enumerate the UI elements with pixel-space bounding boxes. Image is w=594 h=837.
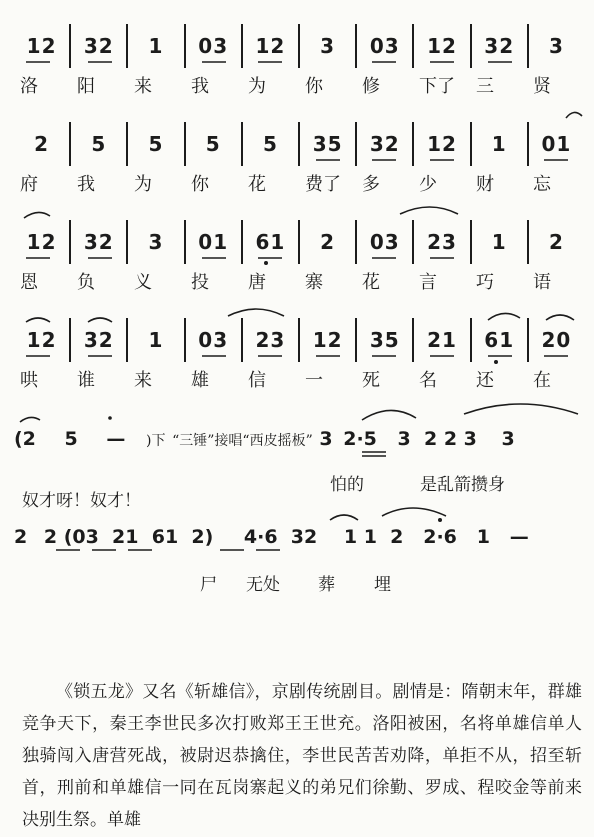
lyric: 花 [248, 174, 266, 195]
measure: 32 [71, 318, 128, 362]
measure: 12 [414, 122, 471, 166]
lyric: 尸 [200, 575, 217, 595]
lyric: 埋 [374, 575, 391, 595]
lyric: 信 [248, 370, 266, 391]
lyric: 义 [134, 272, 152, 293]
note-group: 3 2 2 3 [397, 428, 477, 450]
lyric-line-5-right-1: 怕的 [330, 475, 364, 495]
measure: 2 [14, 122, 71, 166]
lyric: 阳 [77, 76, 95, 97]
measure: 03 [186, 24, 243, 68]
note-group: 4·6 32 [243, 526, 318, 548]
slur [228, 309, 284, 316]
slur [464, 404, 578, 414]
measure: 12 [300, 318, 357, 362]
measure: 12 [243, 24, 300, 68]
slur [546, 315, 574, 320]
measure: 12 [414, 24, 471, 68]
note-group: )下 [146, 433, 166, 449]
measure: 35 [300, 122, 357, 166]
lyric: 哄 [20, 370, 38, 391]
lyric: 我 [191, 76, 209, 97]
lyric: 为 [134, 174, 152, 195]
slur [26, 318, 50, 322]
prose-section [22, 676, 582, 836]
lyric: 死 [362, 370, 380, 391]
lyric: 来 [134, 76, 152, 97]
lyric: 三 [476, 76, 494, 97]
lyric-line-5-right-2: 是乱箭攒身 [420, 475, 505, 495]
measure: 03 [357, 220, 414, 264]
measure: 01 [541, 132, 572, 156]
lyric: 下了 [419, 76, 455, 97]
lyric: 还 [476, 370, 494, 391]
lyric: 多 [362, 174, 380, 195]
prose-paragraph: 《锁五龙》又名《斩雄信》，京剧传统剧目。剧情是：隋朝末年，群雄竞争天下，秦王李世民多次打败郑王王世充。洛阳被困，名将单雄信单人独骑闯入唐营死战，被尉迟恭擒住，李世民苦苦劝降，单拒不从，招至斩首，刑前和单雄信一同在瓦岗寨起义的弟兄们徐勤、罗成、程咬金等前来决别生祭。单雄 [22, 682, 582, 830]
lyric: 投 [191, 272, 209, 293]
measure: 03 [357, 24, 414, 68]
measure: 2 [548, 230, 564, 254]
octave-dot [264, 261, 268, 265]
slur [88, 318, 112, 322]
lyric: 花 [362, 272, 380, 293]
measure: 61 [243, 220, 300, 264]
measure: 01 [186, 220, 243, 264]
lyric: 唐 [248, 272, 266, 293]
slur [362, 410, 416, 420]
note-group: 3 [501, 428, 515, 450]
measure: 12 [14, 318, 71, 362]
note-group: 1 1 2 2·6 1 — [343, 526, 529, 548]
lyric: 忘 [533, 174, 551, 195]
slur [488, 313, 520, 320]
note-group: — [106, 428, 126, 450]
lyric: 府 [20, 174, 38, 195]
beam-underline [362, 452, 386, 456]
lyric: 一 [305, 370, 323, 391]
lyric: 你 [191, 174, 209, 195]
slur [330, 515, 358, 520]
note-group: (2 [14, 428, 36, 450]
lyric: 你 [305, 76, 323, 97]
measure: 20 [541, 328, 572, 352]
measure: 1 [472, 122, 529, 166]
lyric: 修 [362, 76, 380, 97]
performance-instruction: “三锤”接唱“西皮摇板” [172, 433, 313, 449]
lyric: 恩 [20, 272, 38, 293]
lyric: 名 [419, 370, 437, 391]
measure: 1 [472, 220, 529, 264]
measure: 32 [71, 24, 128, 68]
lyric: 少 [419, 174, 437, 195]
measure: 35 [357, 318, 414, 362]
measure: 61 [472, 318, 529, 362]
lyric: 雄 [191, 370, 209, 391]
octave-dot [108, 416, 112, 420]
note-group: 2 [14, 526, 28, 548]
measure: 3 [548, 34, 564, 58]
lyric: 洛 [20, 76, 38, 97]
measure: 23 [414, 220, 471, 264]
lyric: 在 [533, 370, 551, 391]
measure: 32 [472, 24, 529, 68]
lyric: 无处 [246, 575, 280, 595]
measure: 23 [243, 318, 300, 362]
measure: 12 [14, 220, 71, 264]
measure: 5 [243, 122, 300, 166]
measure: 5 [186, 122, 243, 166]
note-group: 3 [319, 428, 333, 450]
slur [20, 417, 40, 422]
measure: 5 [71, 122, 128, 166]
octave-dot [494, 360, 498, 364]
measure: 12 [14, 24, 71, 68]
lyric: 来 [134, 370, 152, 391]
lyric-line-5-left: 奴才呀！奴才！ [22, 491, 141, 511]
measure: 32 [357, 122, 414, 166]
octave-dot [438, 518, 442, 522]
lyric: 谁 [77, 370, 95, 391]
slur [400, 207, 458, 214]
measure: 03 [186, 318, 243, 362]
lyric: 费了 [305, 174, 341, 195]
lyric: 语 [533, 272, 551, 293]
measure: 32 [71, 220, 128, 264]
measure: 1 [128, 318, 185, 362]
note-group: 2 (03 21 61 2) [43, 526, 214, 548]
slur [566, 112, 582, 118]
note-group: 5 [64, 428, 78, 450]
lyric: 财 [476, 174, 494, 195]
measure: 2 [300, 220, 357, 264]
lyric: 负 [77, 272, 95, 293]
lyric: 为 [248, 76, 266, 97]
slur [382, 508, 446, 516]
lyric: 贤 [533, 76, 551, 97]
lyric: 言 [419, 272, 437, 293]
lyric: 我 [77, 174, 95, 195]
measure: 21 [414, 318, 471, 362]
measure: 5 [128, 122, 185, 166]
note-group: 2·5 [343, 428, 377, 450]
measure: 1 [128, 24, 185, 68]
lyric: 葬 [318, 575, 335, 595]
slur [24, 212, 50, 218]
measure: 3 [128, 220, 185, 264]
measure: 3 [300, 24, 357, 68]
lyric: 寨 [305, 272, 323, 293]
lyric: 巧 [476, 272, 494, 293]
